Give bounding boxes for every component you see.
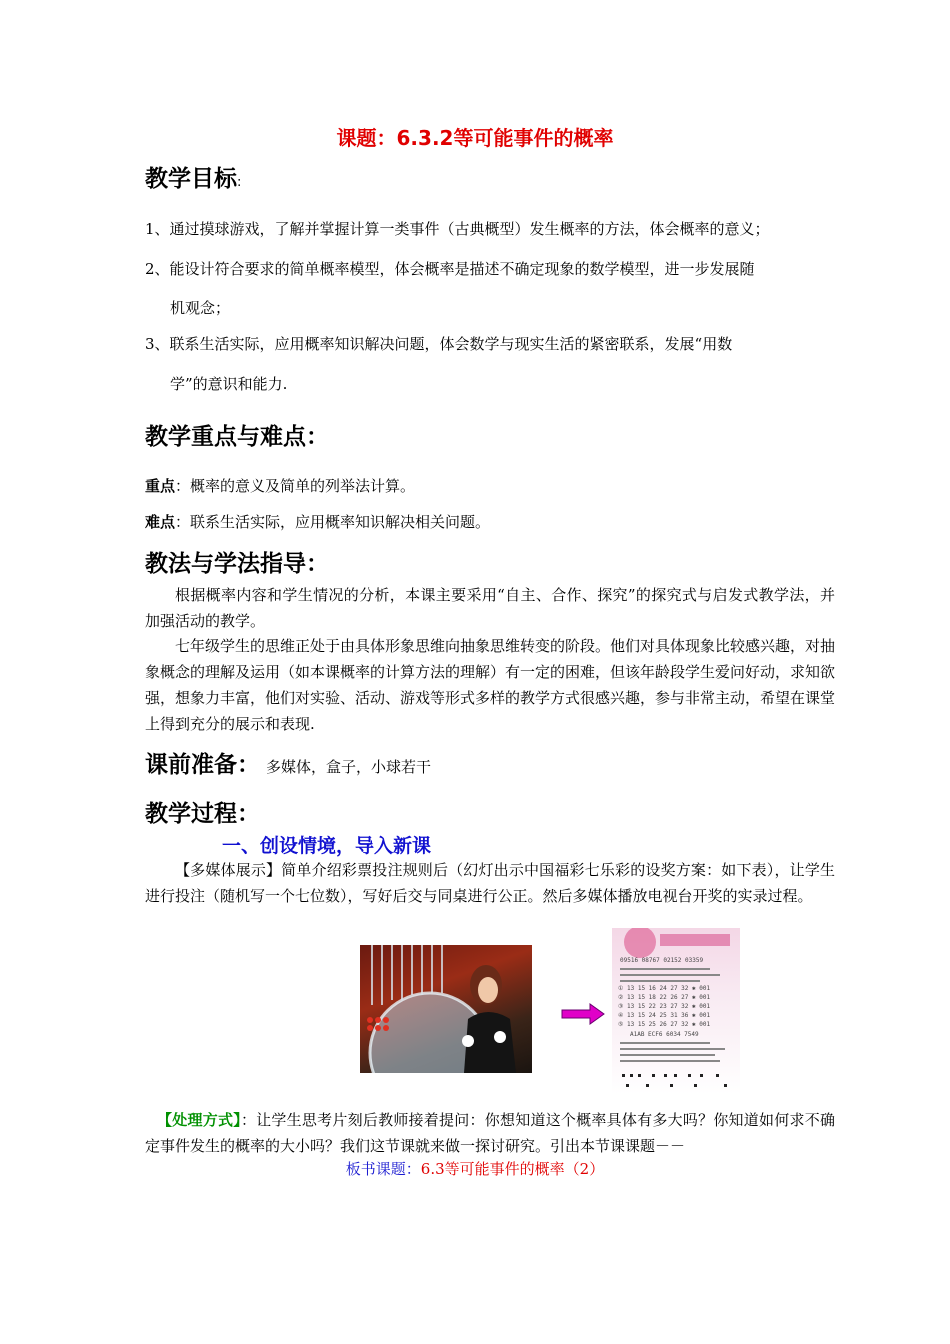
objective-item-3-cont: 学”的意识和能力.: [170, 375, 288, 393]
difficulty-line: 难点：联系生活实际，应用概率知识解决相关问题。: [145, 513, 491, 531]
ticket-line-1: ① 13 15 16 24 27 32 ✱ 001: [618, 985, 711, 992]
objectives-heading: 教学目标:: [145, 166, 242, 192]
board-title-line: 板书课题：6.3等可能事件的概率（2）: [345, 1160, 605, 1178]
objective-item-3: 3、联系生活实际，应用概率知识解决问题，体会数学与现实生活的紧密联系，发展“用数: [145, 335, 733, 353]
ticket-line-0: 09516 08767 02152 03359: [620, 957, 704, 964]
handling-paragraph: 【处理方式】：让学生思考片刻后教师接着提问：你想知道这个概率具体有多大吗？你知道如何求不确定事件发生的概率的大小吗？我们这节课就来做一探讨研究。引出本节课课题－－: [145, 1111, 835, 1155]
ticket-line-5: ⑤ 13 15 25 26 27 32 ✱ 001: [618, 1021, 711, 1028]
lottery-ticket-illustration: [612, 928, 740, 1094]
ticket-line-4: ④ 13 15 24 25 31 36 ✱ 001: [618, 1012, 711, 1019]
objective-item-1: 1、通过摸球游戏，了解并掌握计算一类事件（古典概型）发生概率的方法，体会概率的意义；: [145, 220, 770, 238]
process-heading: 教学过程：: [145, 801, 260, 827]
section-1-heading: 一、创设情境，导入新课: [222, 835, 432, 857]
objective-item-2-cont: 机观念；: [170, 299, 231, 317]
methods-paragraph-2: 七年级学生的思维正处于由具体形象思维向抽象思维转变的阶段。他们对具体现象比较感兴趣，对抽象概念的理解及运用（如本课概率的计算方法的理解）有一定的困难，但该年龄段学生爱问好动，求知欲强，想象力丰富，他们对实验、活动、游戏等形式多样的教学方式很感兴趣，参与非常主动，希望在课堂上得到充分的展示和表现.: [145, 637, 836, 733]
process-paragraph: 【多媒体展示】简单介绍彩票投注规则后（幻灯出示中国福彩七乐彩的设奖方案：如下表），让学生进行投注（随机写一个七位数），写好后交与同桌进行公正。然后多媒体播放电视台开奖的实录过程。: [145, 861, 835, 905]
ticket-line-2: ② 13 15 18 22 26 27 ✱ 001: [618, 994, 711, 1001]
ticket-line-3: ③ 13 15 22 23 27 32 ✱ 001: [618, 1003, 711, 1010]
keypoints-heading: 教学重点与难点：: [145, 424, 329, 450]
lottery-draw-illustration: [360, 945, 532, 1073]
lottery-ticket-photo: [612, 928, 740, 1094]
focus-line: 重点：概率的意义及简单的列举法计算。: [145, 477, 416, 495]
methods-paragraph-1: 根据概率内容和学生情况的分析，本课主要采用“自主、合作、探究”的探究式与启发式教学法，并加强活动的教学。: [145, 586, 835, 630]
lottery-draw-photo: [360, 945, 532, 1073]
methods-heading: 教法与学法指导：: [145, 551, 329, 577]
ticket-line-6: A1AB ECF6 6034 7549: [630, 1031, 699, 1038]
preparation-line: 课前准备： 多媒体，盒子，小球若干: [145, 752, 432, 778]
objective-item-2: 2、能设计符合要求的简单概率模型，体会概率是描述不确定现象的数学模型，进一步发展随: [145, 260, 755, 278]
arrow-right-icon: [560, 1003, 606, 1025]
page-title: 课题：6.3.2等可能事件的概率: [336, 126, 614, 150]
